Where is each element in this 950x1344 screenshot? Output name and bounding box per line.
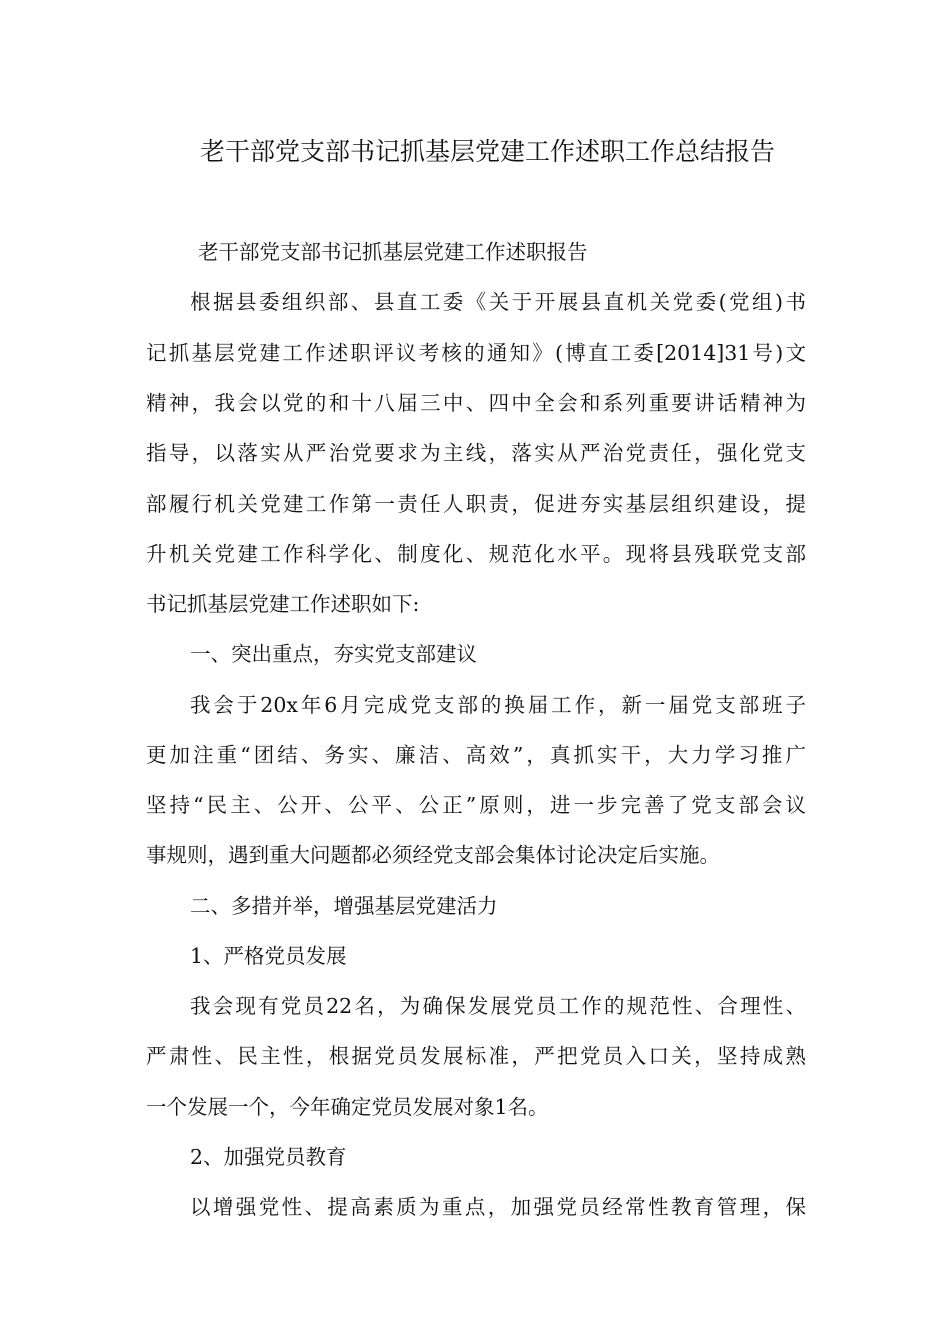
paragraph-line: 我会现有党员22名，为确保发展党员工作的规范性、合理性、 xyxy=(190,994,806,1018)
paragraph-line: 更加注重“团结、务实、廉洁、高效”，真抓实干，大力学习推广 xyxy=(146,743,806,767)
paragraph-line: 事规则，遇到重大问题都必须经党支部会集体讨论决定后实施。 xyxy=(146,843,720,867)
section-heading: 一、突出重点，夯实党支部建议 xyxy=(190,642,477,666)
section-heading: 二、多措并举，增强基层党建活力 xyxy=(190,894,498,918)
paragraph-line: 以增强党性、提高素质为重点，加强党员经常性教育管理，保 xyxy=(190,1195,806,1219)
paragraph-line: 严肃性、民主性，根据党员发展标准，严把党员入口关，坚持成熟 xyxy=(146,1044,806,1068)
paragraph-line: 根据县委组织部、县直工委《关于开展县直机关党委(党组)书 xyxy=(190,290,806,314)
paragraph-line: 一个发展一个，今年确定党员发展对象1名。 xyxy=(146,1095,549,1119)
subsection-heading: 2、加强党员教育 xyxy=(190,1145,347,1169)
paragraph-line: 我会于20x年6月完成党支部的换届工作，新一届党支部班子 xyxy=(190,693,806,717)
paragraph-line: 部履行机关党建工作第一责任人职责，促进夯实基层组织建设，提 xyxy=(146,492,806,516)
paragraph-line: 书记抓基层党建工作述职如下: xyxy=(146,592,420,616)
paragraph-line: 升机关党建工作科学化、制度化、规范化水平。现将县残联党支部 xyxy=(146,542,806,566)
report-subtitle: 老干部党支部书记抓基层党建工作述职报告 xyxy=(198,240,588,264)
paragraph-line: 记抓基层党建工作述职评议考核的通知》(博直工委[2014]31号)文 xyxy=(146,341,806,365)
subsection-heading: 1、严格党员发展 xyxy=(190,944,347,968)
document-title: 老干部党支部书记抓基层党建工作述职工作总结报告 xyxy=(200,137,776,166)
paragraph-line: 坚持“民主、公开、公平、公正”原则，进一步完善了党支部会议 xyxy=(146,793,806,817)
paragraph-line: 精神，我会以党的和十八届三中、四中全会和系列重要讲话精神为 xyxy=(146,391,806,415)
paragraph-line: 指导，以落实从严治党要求为主线，落实从严治党责任，强化党支 xyxy=(146,441,806,465)
